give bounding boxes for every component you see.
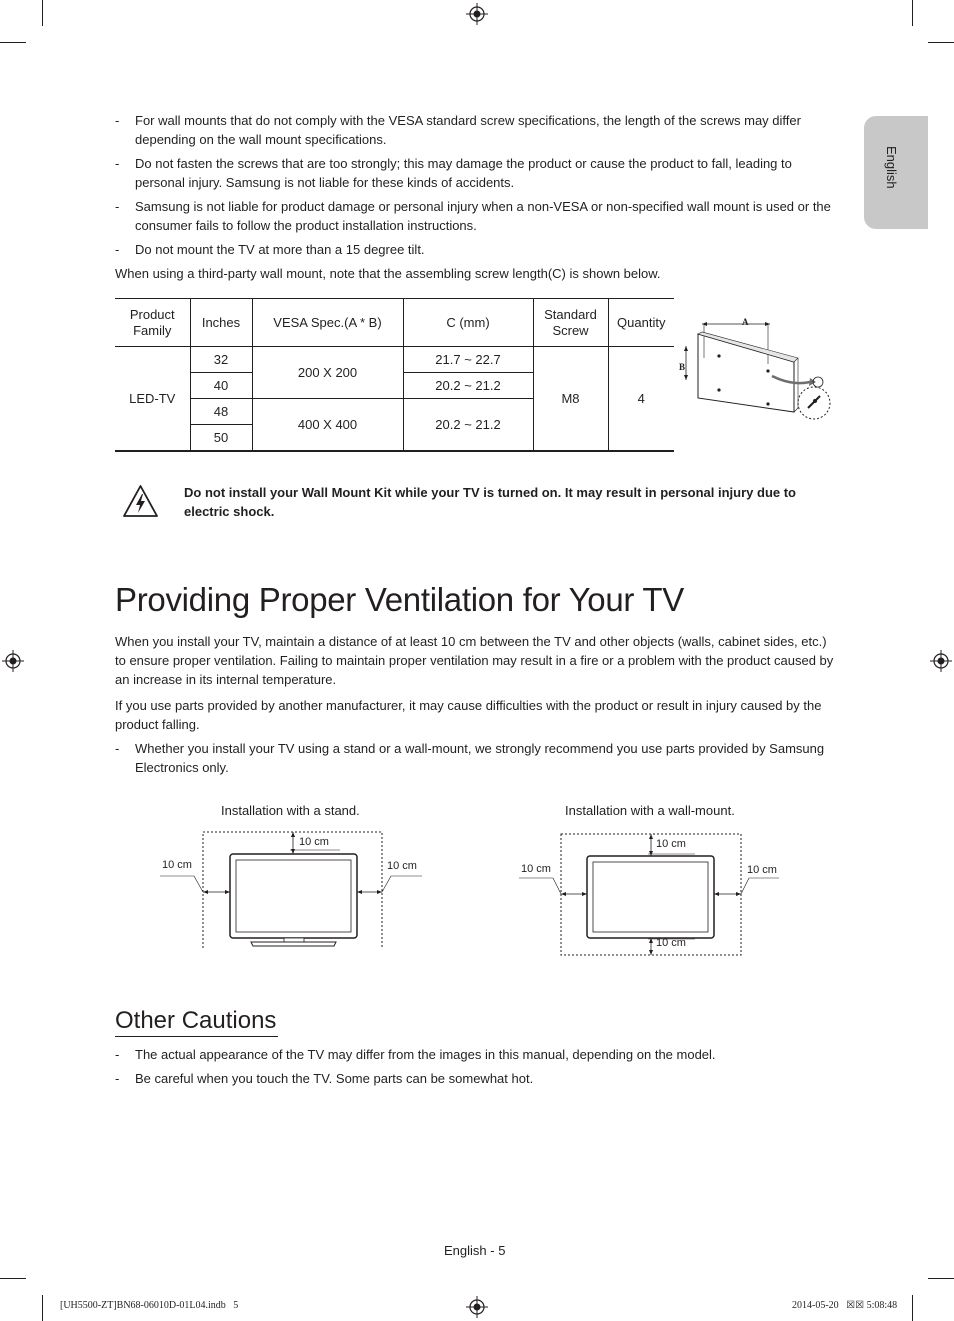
list-item: - The actual appearance of the TV may differ from the images in this manual, depending on the model. [115, 1047, 716, 1062]
dimension-label-b: B [679, 362, 686, 372]
electric-shock-warning-icon [122, 484, 159, 518]
list-item: - Do not mount the TV at more than a 15 degree tilt. [115, 242, 425, 257]
crop-mark [0, 1278, 26, 1279]
cell-inches: 32 [190, 347, 252, 373]
wall-top-distance: 10 cm [656, 838, 686, 850]
page-number: English - 5 [444, 1243, 506, 1258]
wall-mount-installation-diagram [515, 830, 785, 960]
warning-text: Do not install your Wall Mount Kit while your TV is turned on. It may result in personal injury due to electric shock. [184, 485, 797, 519]
language-side-tab [864, 116, 928, 229]
stand-installation-diagram [150, 826, 440, 948]
registration-mark-icon [466, 1296, 488, 1318]
file-info: [UH5500-ZT]BN68-06010D-01L04.indb 5 [60, 1300, 239, 1311]
wall-right-distance: 10 cm [747, 864, 777, 876]
crop-mark [0, 42, 26, 43]
registration-mark-icon [930, 650, 952, 672]
third-party-note: When using a third-party wall mount, note that the assembling screw length(C) is shown below. [115, 266, 661, 281]
registration-mark-icon [2, 650, 24, 672]
cell-product-family: LED-TV [115, 347, 190, 452]
cell-c-mm: 20.2 ~ 21.2 [403, 399, 533, 452]
crop-mark [928, 42, 954, 43]
header-quantity: Quantity [608, 299, 674, 347]
wall-figure-label: Installation with a wall-mount. [565, 803, 735, 818]
cell-vesa-spec: 400 X 400 [252, 399, 403, 452]
list-item: - Be careful when you touch the TV. Some parts can be somewhat hot. [115, 1071, 534, 1086]
crop-mark [42, 1295, 43, 1321]
crop-mark [912, 0, 913, 26]
stand-figure-label: Installation with a stand. [221, 803, 360, 818]
crop-mark [42, 0, 43, 26]
stand-right-distance: 10 cm [387, 860, 417, 872]
print-date: 2014-05-20 ☒☒ 5:08:48 [792, 1300, 898, 1311]
crop-mark [912, 1295, 913, 1321]
ventilation-paragraph: If you use parts provided by another manufacturer, it may cause difficulties with the product or result in injury caused by the product falling. [115, 698, 822, 732]
language-tab-label: English [884, 146, 899, 189]
registration-mark-icon [466, 3, 488, 25]
cell-c-mm: 20.2 ~ 21.2 [403, 373, 533, 399]
section-title: Other Cautions [115, 1006, 278, 1037]
list-item: - For wall mounts that do not comply with the VESA standard screw specifications, the length of the screws may differ depending on the wall mount specifications. [115, 113, 801, 147]
header-product-family: Product Family [115, 299, 190, 347]
list-item: - Samsung is not liable for product damage or personal injury when a non-VESA or non-specified wall mount is used or the consumer fails to follow the product installation instructions. [115, 199, 831, 233]
page-title: Providing Proper Ventilation for Your TV [115, 581, 684, 618]
cell-inches: 40 [190, 373, 252, 399]
cell-standard-screw: M8 [533, 347, 608, 452]
wall-left-distance: 10 cm [521, 863, 551, 875]
header-vesa-spec: VESA Spec.(A * B) [252, 299, 403, 347]
vesa-spec-table [115, 298, 674, 452]
list-item: - Whether you install your TV using a stand or a wall-mount, we strongly recommend you use parts provided by Samsung Electronics only. [115, 741, 825, 775]
crop-mark [928, 1278, 954, 1279]
cell-inches: 50 [190, 425, 252, 452]
cell-quantity: 4 [608, 347, 674, 452]
header-standard-screw: Standard Screw [533, 299, 608, 347]
header-c-mm: C (mm) [403, 299, 533, 347]
list-item: - Do not fasten the screws that are too strongly; this may damage the product or cause the product to fall, leading to personal injury. Samsung is not liable for these kinds of accidents. [115, 156, 792, 190]
stand-left-distance: 10 cm [162, 859, 192, 871]
cell-vesa-spec: 200 X 200 [252, 347, 403, 399]
ventilation-paragraph: When you install your TV, maintain a distance of at least 10 cm between the TV and other objects (walls, cabinet sides, etc.) to ensure proper ventilation. Failing to maintain proper ventilation may result in a fire or a problem with the product caused by an increase in its internal temperature. [115, 634, 834, 687]
wall-mount-diagram [676, 312, 838, 430]
dimension-label-a: A [742, 317, 749, 327]
cell-inches: 48 [190, 399, 252, 425]
stand-top-distance: 10 cm [299, 836, 329, 848]
cell-c-mm: 21.7 ~ 22.7 [403, 347, 533, 373]
wall-bottom-distance: 10 cm [656, 937, 686, 949]
header-inches: Inches [190, 299, 252, 347]
